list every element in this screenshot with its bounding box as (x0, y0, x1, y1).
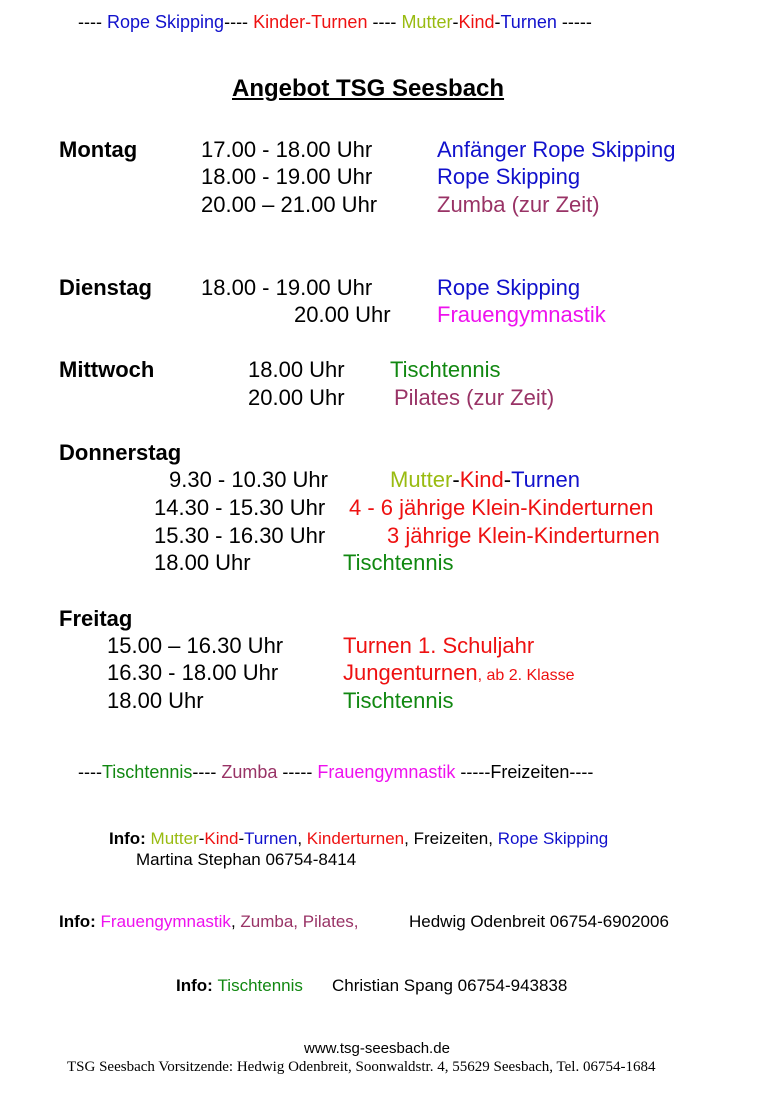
hyphen: - (503, 467, 512, 492)
day-wednesday: Mittwoch (59, 357, 155, 382)
time-slot: 16.30 - 18.00 Uhr (107, 660, 279, 685)
separator: , (230, 912, 241, 931)
activity: Tischtennis (343, 688, 454, 713)
activity: Turnen 1. Schuljahr (343, 633, 535, 658)
banner-turnen: Turnen (500, 12, 557, 32)
time-slot: 14.30 - 15.30 Uhr (154, 495, 326, 520)
banner-dash: ---- (78, 762, 102, 782)
separator: , (297, 829, 307, 848)
time-slot: 15.30 - 16.30 Uhr (154, 523, 326, 548)
banner-hyphen: - (494, 12, 501, 32)
activity-jungenturnen: Jungenturnen (343, 660, 478, 685)
info-contact-3: Christian Spang 06754-943838 (332, 976, 568, 995)
banner-kind: Kind (458, 12, 495, 32)
banner-frauengymnastik: Frauengymnastik (317, 762, 456, 782)
info-line-3 (176, 976, 303, 996)
info-frauengymnastik: Frauengymnastik (100, 912, 231, 931)
info-line-1 (109, 829, 608, 849)
time-slot: 17.00 - 18.00 Uhr (201, 137, 373, 162)
activity: Rope Skipping (437, 164, 581, 189)
info-contact-2: Hedwig Odenbreit 06754-6902006 (409, 912, 669, 931)
info-label: Info: (176, 976, 218, 995)
info-line-2 (59, 912, 359, 932)
time-slot: 18.00 Uhr (248, 357, 345, 382)
day-monday: Montag (59, 137, 138, 162)
activity-turnen: Turnen (511, 467, 580, 492)
footer-website[interactable]: www.tsg-seesbach.de (304, 1040, 450, 1057)
activity: Rope Skipping (437, 275, 581, 300)
activity: Pilates (zur Zeit) (394, 385, 555, 410)
time-slot: 20.00 – 21.00 Uhr (201, 192, 378, 217)
page-title: Angebot TSG Seesbach (232, 75, 505, 102)
info-label: Info: (109, 829, 151, 848)
activity (343, 660, 575, 686)
activity: Tischtennis (343, 550, 454, 575)
time-slot: 9.30 - 10.30 Uhr (169, 467, 328, 492)
activity: Zumba (zur Zeit) (437, 192, 600, 217)
info-contact-1: Martina Stephan 06754-8414 (136, 850, 357, 869)
banner-freizeiten: -----Freizeiten---- (455, 762, 594, 782)
banner-zumba: Zumba (221, 762, 278, 782)
time-slot: 18.00 Uhr (154, 550, 251, 575)
time-slot: 18.00 - 19.00 Uhr (201, 164, 373, 189)
hyphen: - (452, 467, 460, 492)
bottom-banner (78, 762, 593, 783)
info-freizeiten: , Freizeiten, (404, 829, 498, 848)
activity (390, 467, 580, 493)
activity-kind: Kind (459, 467, 504, 492)
activity-note: , ab 2. Klasse (477, 667, 575, 684)
banner-dash: ----- (277, 762, 318, 782)
info-rope-skipping: Rope Skipping (497, 829, 609, 848)
info-turnen: Turnen (244, 829, 298, 848)
footer-address: TSG Seesbach Vorsitzende: Hedwig Odenbreit, Soonwaldstr. 4, 55629 Seesbach, Tel. 06754-1684 (67, 1059, 656, 1075)
hyphen: - (198, 829, 205, 848)
activity-mutter: Mutter (390, 467, 453, 492)
time-slot: 18.00 Uhr (107, 688, 204, 713)
activity: 4 - 6 jährige Klein-Kinderturnen (349, 495, 654, 520)
info-kinderturnen: Kinderturnen (306, 829, 405, 848)
info-mutter: Mutter (150, 829, 199, 848)
banner-dash: ---- (78, 12, 107, 32)
activity: Frauengymnastik (437, 302, 606, 327)
banner-tischtennis: Tischtennis (101, 762, 193, 782)
activity: Tischtennis (390, 357, 501, 382)
banner-dash: ---- (367, 12, 402, 32)
time-slot: 18.00 - 19.00 Uhr (201, 275, 373, 300)
banner-mutter: Mutter (401, 12, 453, 32)
day-thursday: Donnerstag (59, 440, 182, 465)
top-banner (78, 12, 592, 33)
info-zumba-pilates: Zumba, Pilates, (240, 912, 359, 931)
banner-rope-skipping: Rope Skipping (106, 12, 225, 32)
day-friday: Freitag (59, 606, 133, 631)
info-label: Info: (59, 912, 101, 931)
time-slot: 20.00 Uhr (248, 385, 345, 410)
activity: 3 jährige Klein-Kinderturnen (387, 523, 660, 548)
time-slot: 20.00 Uhr (294, 302, 391, 327)
info-kind: Kind (204, 829, 239, 848)
day-tuesday: Dienstag (59, 275, 152, 300)
hyphen: - (238, 829, 245, 848)
activity: Anfänger Rope Skipping (437, 137, 676, 162)
banner-hyphen: - (452, 12, 459, 32)
banner-dash: ---- (224, 12, 254, 32)
info-tischtennis: Tischtennis (217, 976, 303, 995)
time-slot: 15.00 – 16.30 Uhr (107, 633, 284, 658)
banner-dash: ---- (192, 762, 222, 782)
banner-dash: ----- (556, 12, 592, 32)
banner-kinder-turnen: Kinder-Turnen (253, 12, 368, 32)
